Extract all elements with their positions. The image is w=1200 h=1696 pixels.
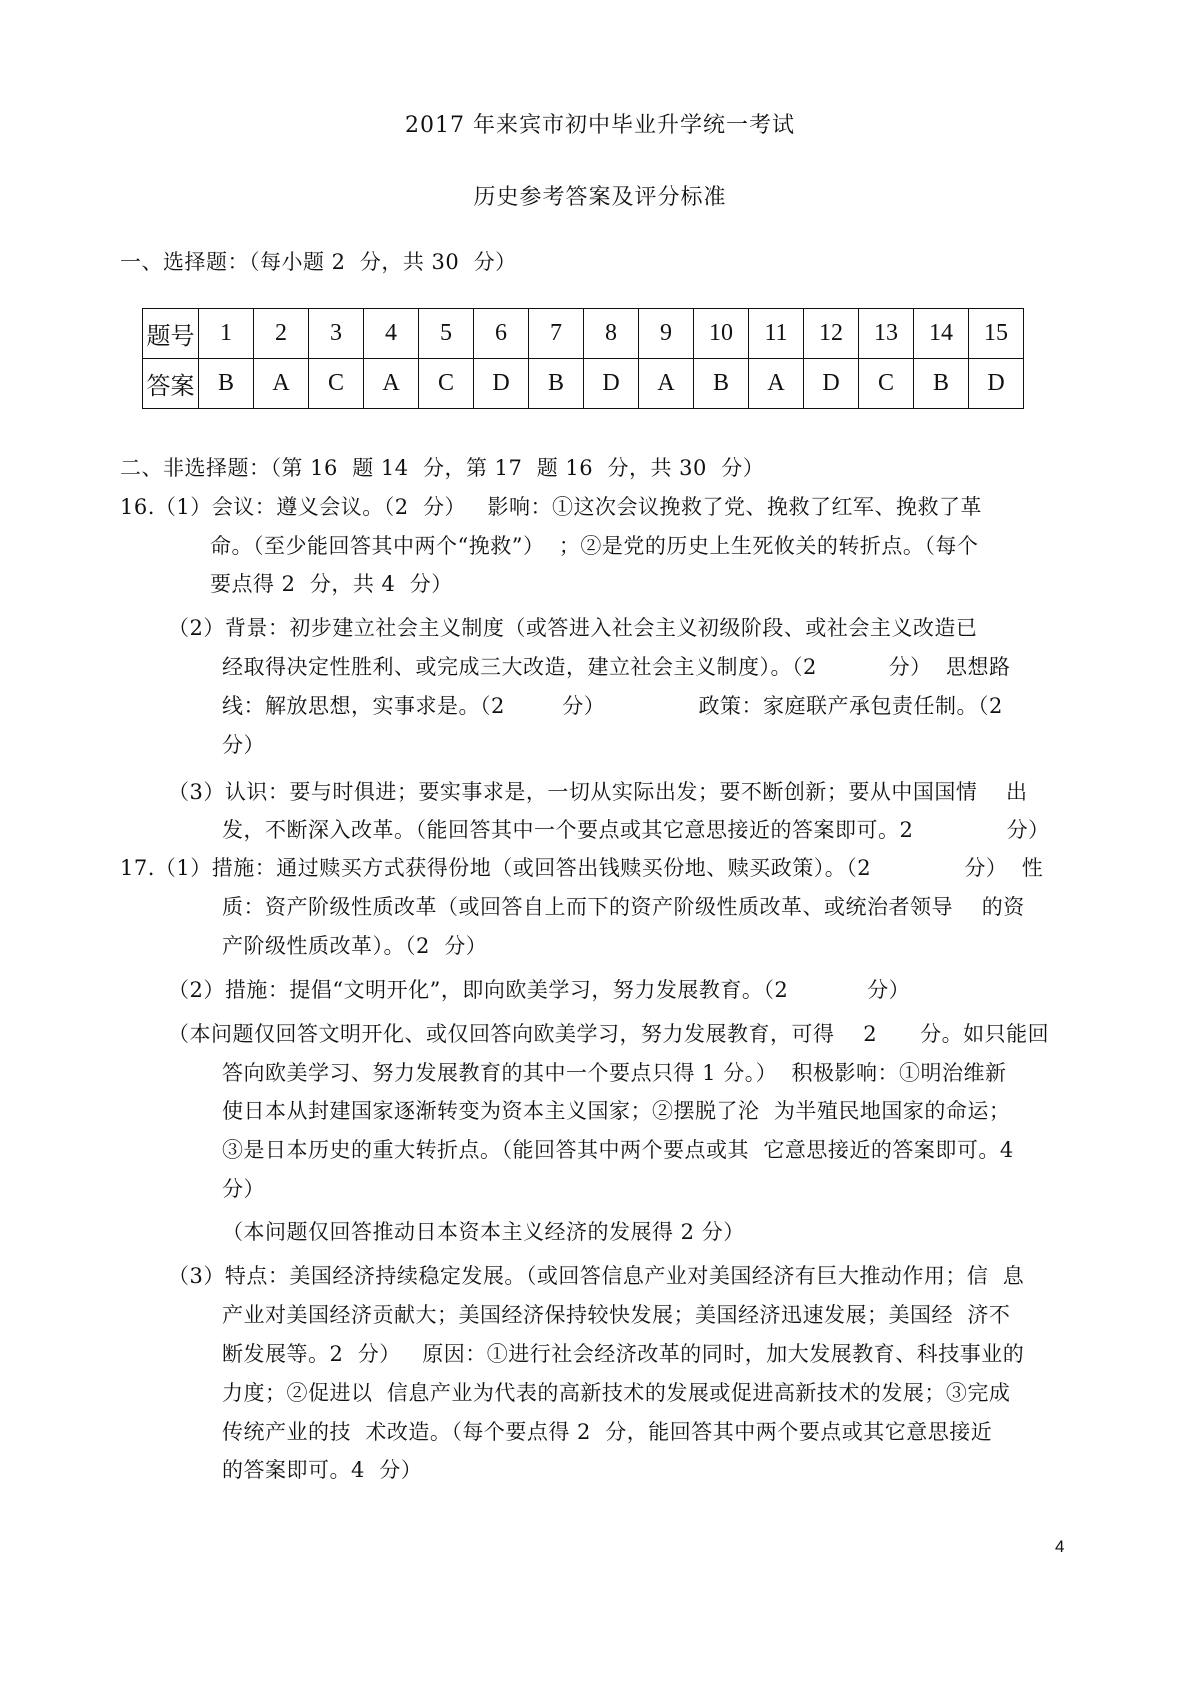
question-number: 7 [529,309,584,359]
answer-text-line: （2）措施：提倡“文明开化”，即向欧美学习，努力发展教育。（2 分） [168,978,911,1002]
question-number: 2 [254,309,309,359]
question-number: 6 [474,309,529,359]
answer-text-line: 分） [222,733,265,757]
question-number: 10 [694,309,749,359]
table-row-label: 答案 [143,359,199,409]
answer-cell: C [419,359,474,409]
answer-text-line: （本问题仅回答文明开化、或仅回答向欧美学习，努力发展教育，可得 2 分。如只能回 [168,1022,1050,1046]
answer-text-line: 17.（1）措施：通过赎买方式获得份地（或回答出钱赎买份地、赎买政策）。（2 分） 性 [120,856,1044,880]
question-number: 8 [584,309,639,359]
table-row-label: 题号 [143,309,199,359]
answer-cell: B [529,359,584,409]
question-number: 5 [419,309,474,359]
answer-text-line: 答向欧美学习、努力发展教育的其中一个要点只得 1 分。） 积极影响：①明治维新 [222,1061,1007,1085]
answer-cell: D [584,359,639,409]
section-two-heading: 二、非选择题：（第 16 题 14 分，第 17 题 16 分，共 30 分） [120,456,765,480]
answer-cell: B [914,359,969,409]
answer-text-line: 产阶级性质改革）。（2 分） [222,934,488,958]
table-row [143,309,1024,359]
question-number: 3 [309,309,364,359]
question-number: 13 [859,309,914,359]
answer-text-line: 使日本从封建国家逐渐转变为资本主义国家；②摆脱了沦 为半殖民地国家的命运； [222,1099,1011,1123]
answer-cell: A [364,359,419,409]
page-number: 4 [1055,1537,1065,1556]
question-number: 15 [969,309,1024,359]
document-title: 2017 年来宾市初中毕业升学统一考试 [405,113,795,138]
answer-text-line: 16.（1）会议：遵义会议。（2 分） 影响：①这次会议挽救了党、挽救了红军、挽救了革 [120,495,982,519]
answer-text-line: 发，不断深入改革。（能回答其中一个要点或其它意思接近的答案即可。2 分） [222,818,1050,842]
answer-cell: B [199,359,254,409]
answer-cell: A [254,359,309,409]
answer-cell: A [749,359,804,409]
section-one-heading: 一、选择题：（每小题 2 分，共 30 分） [120,250,517,274]
question-number: 11 [749,309,804,359]
answer-text-line: 分） [222,1177,265,1201]
table-row [143,359,1024,409]
answer-text-line: （3）特点：美国经济持续稳定发展。（或回答信息产业对美国经济有巨大推动作用；信 息 [168,1264,1025,1288]
answer-cell: C [309,359,364,409]
answer-text-line: （本问题仅回答推动日本资本主义经济的发展得 2 分） [222,1220,745,1244]
answer-cell: D [804,359,859,409]
answer-text-line: 经取得决定性胜利、或完成三大改造，建立社会主义制度）。（2 分） 思想路 [222,655,1011,679]
answer-text-line: 要点得 2 分，共 4 分） [210,572,453,596]
answer-text-line: ③是日本历史的重大转折点。（能回答其中两个要点或其 它意思接近的答案即可。4 [222,1138,1014,1162]
answer-cell: C [859,359,914,409]
answer-text-line: 的答案即可。4 分） [222,1458,423,1482]
answer-cell: B [694,359,749,409]
answer-text-line: 线：解放思想，实事求是。（2 分） 政策：家庭联产承包责任制。（2 [222,694,1003,718]
answer-text-line: （2）背景：初步建立社会主义制度（或答进入社会主义初级阶段、或社会主义改造已 [168,616,978,640]
answer-table [142,308,1024,409]
question-number: 9 [639,309,694,359]
answer-cell: D [969,359,1024,409]
answer-text-line: 力度；②促进以 信息产业为代表的高新技术的发展或促进高新技术的发展；③完成 [222,1381,1011,1405]
answer-cell: A [639,359,694,409]
answer-text-line: （3）认识：要与时俱进；要实事求是，一切从实际出发；要不断创新；要从中国国情 出 [168,780,1028,804]
question-number: 1 [199,309,254,359]
answer-text-line: 命。（至少能回答其中两个“挽救”） ；②是党的历史上生死攸关的转折点。（每个 [210,534,979,558]
question-number: 12 [804,309,859,359]
answer-cell: D [474,359,529,409]
answer-text-line: 断发展等。2 分） 原因：①进行社会经济改革的同时，加大发展教育、科技事业的 [222,1342,1025,1366]
question-number: 4 [364,309,419,359]
answer-text-line: 质：资产阶级性质改革（或回答自上而下的资产阶级性质改革、或统治者领导 的资 [222,895,1025,919]
question-number: 14 [914,309,969,359]
answer-text-line: 传统产业的技 术改造。（每个要点得 2 分，能回答其中两个要点或其它意思接近 [222,1420,993,1444]
document-subtitle: 历史参考答案及评分标准 [473,185,727,210]
answer-text-line: 产业对美国经济贡献大；美国经济保持较快发展；美国经济迅速发展；美国经 济不 [222,1303,1011,1327]
